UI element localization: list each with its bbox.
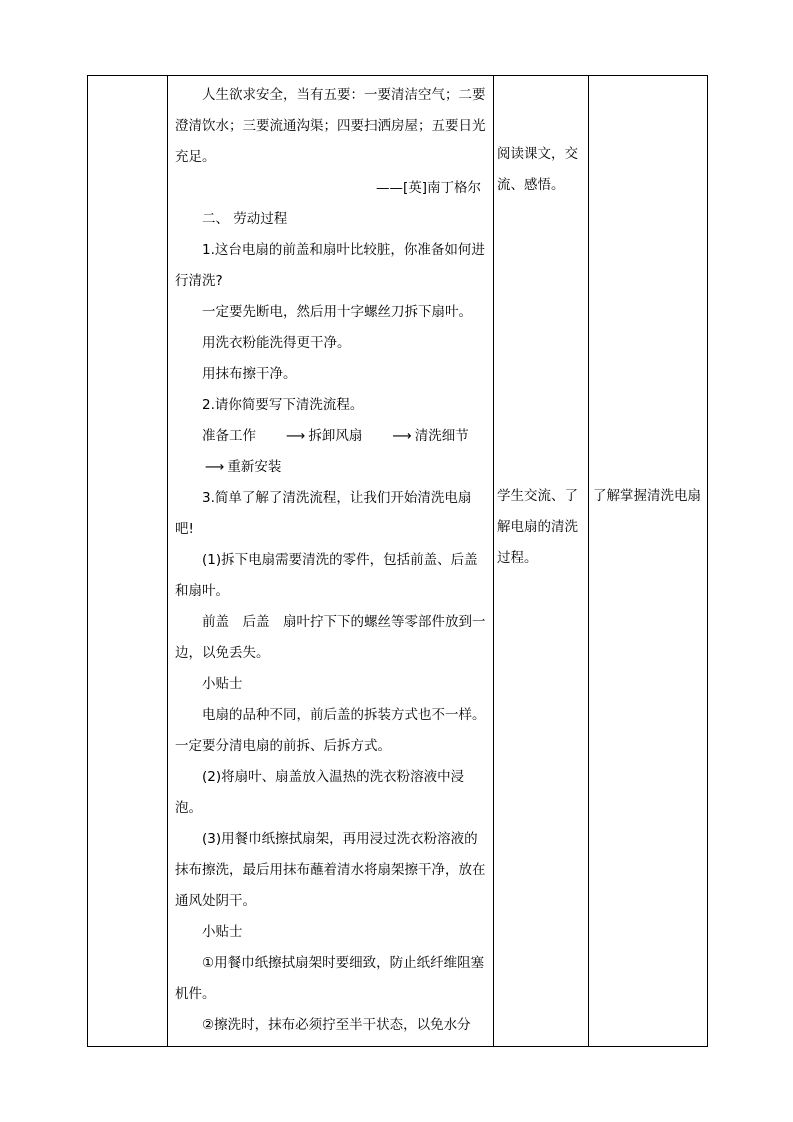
tip-text: 电扇的品种不同，前后盖的拆装方式也不一样。一定要分清电扇的前拆、后拆方式。 (175, 707, 486, 754)
answer-1-1: 一定要先断电，然后用十字螺丝刀拆下扇叶。 (202, 304, 472, 320)
quote-author: ——[英]南丁格尔 (375, 180, 481, 196)
step-1: (1)拆下电扇需要清洗的零件，包括前盖、后盖和扇叶。 (175, 552, 478, 599)
flow-step-clean: 清洗细节 (414, 428, 469, 444)
table-row (88, 76, 708, 1047)
tip-label: 小贴士 (202, 924, 243, 940)
flow-step-disassemble: 拆卸风扇 (308, 428, 363, 444)
question-3: 3.简单了解了清洗流程，让我们开始清洗电扇吧! (175, 490, 472, 537)
step-2: (2)将扇叶、扇盖放入温热的洗衣粉溶液中浸泡。 (175, 769, 465, 816)
design-intent-a: 了解掌握清洗电扇 (593, 488, 701, 504)
flow-arrow-icon: ⟶ (286, 428, 306, 444)
flow-arrow-icon: ⟶ (392, 428, 412, 444)
tip-label: 小贴士 (202, 676, 243, 692)
step-1-note: 前盖 后盖 扇叶拧下下的螺丝等零部件放到一边，以免丢失。 (175, 614, 486, 661)
step-3: (3)用餐巾纸擦拭扇架，再用浸过洗衣粉溶液的抹布擦洗，最后用抹布蘸着清水将扇架擦干净，放在通风处阴干。 (175, 831, 486, 909)
question-2: 2.请你简要写下清洗流程。 (202, 397, 364, 413)
section-heading: 二、 劳动过程 (202, 211, 288, 227)
question-1: 1.这台电扇的前盖和扇叶比较脏，你准备如何进行清洗? (175, 242, 485, 289)
answer-1-3: 用抹布擦干净。 (202, 366, 297, 382)
flow-step-prepare: 准备工作 (202, 428, 256, 444)
teaching-content-cell (168, 76, 494, 1047)
student-activity-a: 阅读课文，交流、感悟。 (497, 146, 578, 193)
flow-arrow-icon: ⟶ (205, 459, 225, 475)
lesson-plan-table (87, 75, 708, 1047)
flow-step-reinstall: 重新安装 (227, 459, 282, 475)
tip-text: ②擦洗时，抹布必须拧至半干状态，以免水分 (202, 1017, 471, 1033)
tip-text: ①用餐巾纸擦拭扇架时要细致，防止纸纤维阻塞机件。 (175, 955, 485, 1002)
stage-column-cell (88, 76, 168, 1047)
cleaning-flow (175, 421, 487, 483)
design-intent-cell (589, 76, 708, 1047)
quote-text: 人生欲求安全，当有五要：一要清洁空气；二要澄清饮水；三要流通沟渠；四要扫洒房屋；五要日光充足。 (175, 87, 486, 165)
answer-1-2: 用洗衣粉能洗得更干净。 (202, 335, 351, 351)
student-activity-cell (494, 76, 589, 1047)
student-activity-b: 学生交流、了解电扇的清洗过程。 (497, 488, 578, 566)
